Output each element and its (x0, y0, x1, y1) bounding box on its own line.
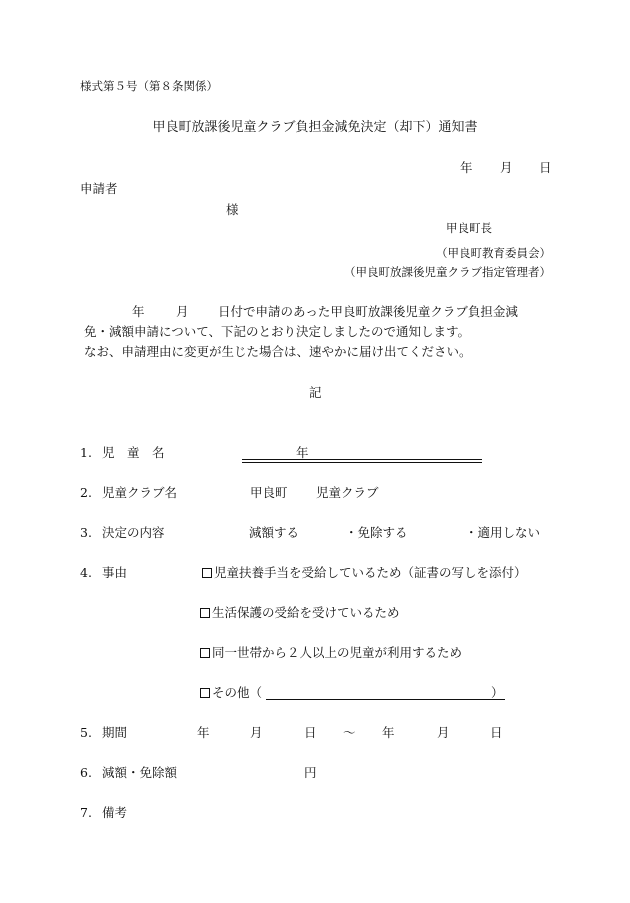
item-6-label: 減額・免除額 (102, 765, 178, 780)
item-5-number: 5. (80, 725, 92, 740)
body-line2: 免・減額申請について、下記のとおり決定しましたので通知します。 (84, 324, 471, 339)
item-3-label: 決定の内容 (102, 525, 165, 540)
issuer-mayor: 甲良町長 (446, 221, 492, 235)
club-town: 甲良町 (250, 485, 288, 500)
decision-not-apply[interactable]: ・適用しない (465, 525, 541, 540)
child-grade-label: 年 (296, 445, 309, 460)
period-end-year: 年 (382, 725, 395, 740)
reason-option-label: その他（ (212, 685, 263, 700)
reason-option-label: 同一世帯から２人以上の児童が利用するため (212, 645, 463, 660)
item-1-label: 児 童 名 (102, 445, 165, 460)
child-name-field[interactable] (242, 459, 482, 463)
checkbox-icon[interactable] (202, 568, 212, 578)
applicant-label: 申請者 (80, 181, 118, 196)
reason-option-child-support[interactable] (202, 567, 527, 580)
period-tilde: 〜 (343, 725, 356, 740)
item-7-label: 備考 (102, 805, 128, 820)
date-month: 月 (500, 160, 513, 175)
issuer-manager: （甲良町放課後児童クラブ指定管理者） (344, 265, 551, 279)
club-name: 児童クラブ (316, 485, 379, 500)
body-line1: 日付で申請のあった甲良町放課後児童クラブ負担金減 (218, 304, 518, 319)
form-number: 様式第５号（第８条関係） (80, 79, 218, 93)
body-month: 月 (176, 304, 189, 319)
body-year: 年 (132, 304, 145, 319)
item-1-number: 1. (80, 445, 92, 460)
item-2-label: 児童クラブ名 (102, 485, 178, 500)
item-6-number: 6. (80, 765, 92, 780)
checkbox-icon[interactable] (200, 608, 210, 618)
item-2-number: 2. (80, 485, 92, 500)
document-title: 甲良町放課後児童クラブ負担金減免決定（却下）通知書 (152, 120, 478, 135)
date-day: 日 (539, 160, 552, 175)
item-4-number: 4. (80, 565, 92, 580)
item-7-number: 7. (80, 805, 92, 820)
checkbox-icon[interactable] (200, 648, 210, 658)
period-end-day: 日 (490, 725, 503, 740)
reason-option-siblings[interactable] (200, 647, 462, 660)
period-start-month: 月 (250, 725, 263, 740)
reason-option-label: 生活保護の受給を受けているため (212, 605, 400, 620)
reason-other-close: ） (491, 685, 504, 700)
reason-other-field[interactable] (266, 687, 505, 700)
checkbox-icon[interactable] (200, 688, 210, 698)
period-start-day: 日 (304, 725, 317, 740)
reason-option-welfare[interactable] (200, 607, 400, 620)
period-end-month: 月 (437, 725, 450, 740)
period-start-year: 年 (197, 725, 210, 740)
reason-option-label: 児童扶養手当を受給しているため（証書の写しを添付） (214, 565, 527, 580)
decision-exempt[interactable]: ・免除する (345, 525, 408, 540)
decision-reduce[interactable]: 減額する (249, 525, 300, 540)
amount-unit: 円 (304, 765, 317, 780)
issuer-board: （甲良町教育委員会） (436, 246, 551, 260)
item-4-label: 事由 (102, 565, 128, 580)
item-5-label: 期間 (102, 725, 128, 740)
ki-heading: 記 (309, 385, 322, 400)
date-year: 年 (460, 160, 473, 175)
body-line3: なお、申請理由に変更が生じた場合は、速やかに届け出てください。 (84, 344, 472, 359)
honorific: 様 (226, 202, 239, 217)
item-3-number: 3. (80, 525, 92, 540)
reason-option-other[interactable] (200, 687, 262, 700)
